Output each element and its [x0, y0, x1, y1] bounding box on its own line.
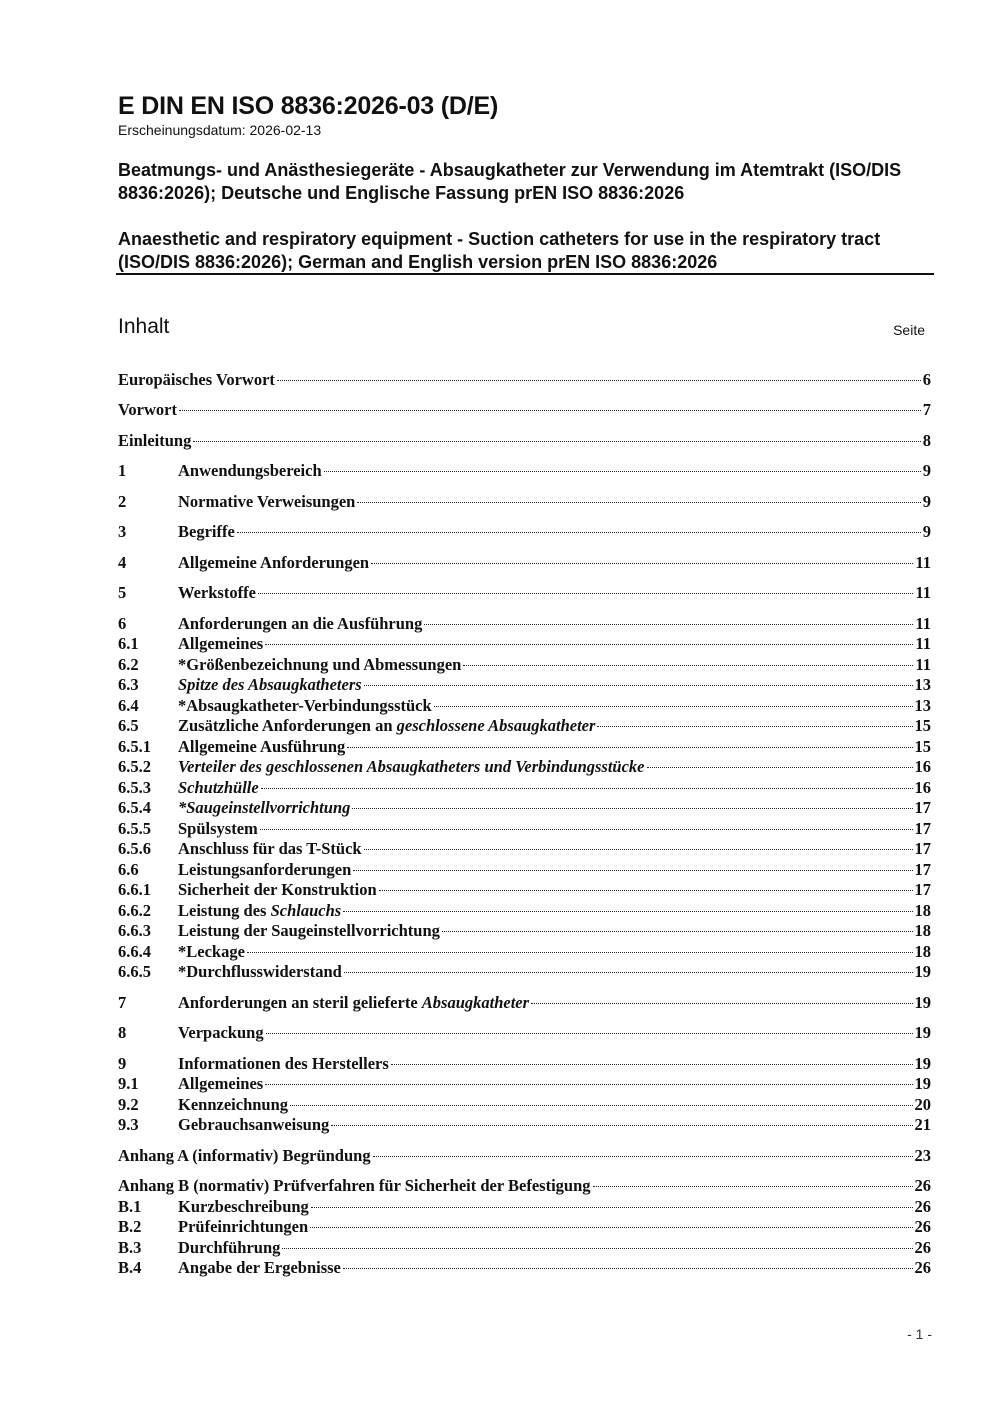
toc-entry-page: 19 [914, 1054, 931, 1073]
toc-entry-title-text: Anwendungsbereich [178, 461, 322, 480]
toc-entry-page: 15 [914, 737, 931, 756]
toc-entry-title-italic: Spitze des Absaugkatheters [178, 675, 362, 694]
toc-entry-number: 6.2 [118, 655, 139, 674]
toc-entry-number: 6.5.5 [118, 819, 151, 838]
toc-entry-page: 19 [914, 962, 931, 981]
toc-entry-page: 18 [914, 942, 931, 961]
toc-entry-number: 6.6 [118, 860, 139, 879]
toc-entry[interactable] [118, 1197, 931, 1217]
toc-entry-number: 6.5.4 [118, 798, 151, 817]
toc-entry[interactable] [118, 1115, 931, 1135]
toc-entry-page: 11 [915, 553, 931, 572]
toc-heading: Inhalt [118, 315, 170, 338]
toc-entry-title-italic: Schlauchs [270, 901, 342, 920]
toc-entry[interactable] [118, 1023, 931, 1043]
toc-dot-leader [597, 726, 912, 727]
toc-entry-title-text: Prüfeinrichtungen [178, 1217, 309, 1236]
toc-entry-title-italic: Schutzhülle [178, 778, 259, 797]
toc-entry[interactable] [118, 819, 931, 839]
toc-entry-title [178, 1115, 329, 1135]
toc-entry-title [178, 778, 259, 798]
toc-entry-page: 17 [914, 880, 931, 899]
toc-entry[interactable] [118, 1217, 931, 1237]
toc-dot-leader [391, 1064, 913, 1065]
toc-entry[interactable] [118, 716, 931, 736]
toc-entry[interactable] [118, 522, 931, 542]
toc-entry-page: 11 [915, 634, 931, 653]
toc-entry-number: 4 [118, 553, 127, 572]
toc-entry-number: 6.6.3 [118, 921, 151, 940]
toc-entry-title [178, 461, 322, 481]
toc-entry-page: 15 [914, 716, 931, 735]
toc-dot-leader [277, 380, 921, 381]
toc-dot-leader [237, 532, 921, 533]
toc-entry-title-italic: Absaugkatheter [421, 993, 530, 1012]
toc-entry-title-text: Informationen des Herstellers [178, 1054, 389, 1073]
toc-entry-title [178, 839, 362, 859]
toc-entry-title [178, 522, 235, 542]
toc-entry-title [178, 634, 263, 654]
toc-entry-title-italic: geschlossene Absaugkatheter [396, 716, 596, 735]
toc-entry-number: 9.1 [118, 1074, 139, 1093]
toc-entry-title [118, 1146, 371, 1166]
toc-entry-page: 11 [915, 655, 931, 674]
title-german: Beatmungs- und Anästhesiegeräte - Absaugkatheter zur Verwendung im Atemtrakt (ISO/DIS 8836:2026); Deutsche und Englische Fassung prEN ISO 8836:2026 [118, 160, 902, 203]
toc-dot-leader [265, 1084, 912, 1085]
toc-entry[interactable] [118, 1258, 931, 1278]
toc-entry-title-text: Allgemeine Anforderungen [178, 553, 370, 572]
toc-entry-title-text: Zusätzliche Anforderungen an [178, 716, 397, 735]
toc-entry-title [178, 819, 258, 839]
toc-entry-title [178, 675, 362, 695]
toc-dot-leader [265, 644, 913, 645]
toc-dot-leader [434, 706, 913, 707]
toc-entry-page: 18 [914, 901, 931, 920]
toc-entry-title [178, 757, 645, 777]
toc-entry-number: 6.6.5 [118, 962, 151, 981]
toc-dot-leader [331, 1125, 912, 1126]
document-id: E DIN EN ISO 8836:2026-03 (D/E) [118, 92, 499, 120]
toc-entry[interactable] [118, 675, 931, 695]
toc-entry-title-text: Anschluss für das T-Stück [178, 839, 362, 858]
toc-entry-title-text: Allgemeine Ausführung [178, 737, 346, 756]
toc-entry-number: 6.6.4 [118, 942, 151, 961]
toc-entry-page: 16 [914, 757, 931, 776]
toc-entry-title-text: Allgemeines [178, 1074, 264, 1093]
toc-dot-leader [343, 1268, 913, 1269]
toc-entry-number: B.4 [118, 1258, 142, 1277]
toc-entry-number: 2 [118, 492, 127, 511]
toc-entry-title [178, 1217, 308, 1237]
toc-entry-number: 9.2 [118, 1095, 139, 1114]
toc-entry-title [178, 655, 461, 675]
toc-entry-title [178, 901, 341, 921]
toc-entry[interactable] [118, 431, 931, 451]
toc-dot-leader [311, 1207, 913, 1208]
toc-dot-leader [593, 1186, 913, 1187]
toc-entry-title [178, 492, 355, 512]
toc-entry[interactable] [118, 553, 931, 573]
toc-entry-title-text: *Leckage [178, 942, 245, 961]
toc-dot-leader [266, 1033, 913, 1034]
toc-dot-leader [442, 931, 913, 932]
toc-entry[interactable] [118, 1095, 931, 1115]
toc-dot-leader [310, 1227, 912, 1228]
toc-dot-leader [193, 441, 920, 442]
toc-entry-page: 9 [922, 492, 931, 511]
toc-entry[interactable] [118, 696, 931, 716]
toc-entry-title-italic: *Saugeinstellvorrichtung [178, 798, 351, 817]
toc-entry[interactable] [118, 614, 931, 634]
toc-entry-title [118, 400, 177, 420]
toc-entry-page: 17 [914, 839, 931, 858]
toc-entry-page: 11 [915, 614, 931, 633]
toc-entry[interactable] [118, 880, 931, 900]
toc-entry[interactable] [118, 942, 931, 962]
toc-entry-title [118, 1176, 591, 1196]
toc-entry-page: 26 [914, 1238, 931, 1257]
toc-entry[interactable] [118, 962, 931, 982]
toc-entry-title [178, 880, 377, 900]
toc-entry[interactable] [118, 798, 931, 818]
toc-entry-number: 8 [118, 1023, 127, 1042]
toc-entry-title-text: Verpackung [178, 1023, 264, 1042]
toc-dot-leader [357, 502, 920, 503]
toc-entry-title-text: Einleitung [118, 431, 192, 450]
toc-dot-leader [463, 665, 913, 666]
toc-entry[interactable] [118, 1146, 931, 1166]
toc-entry-number: 3 [118, 522, 127, 541]
toc-entry-title [178, 942, 245, 962]
toc-dot-leader [364, 849, 913, 850]
toc-entry-title-italic: Verteiler des geschlossenen Absaugkatheters und Verbindungsstücke [178, 757, 645, 776]
toc-entry-page: 21 [914, 1115, 931, 1134]
toc-entry-number: 6.6.2 [118, 901, 151, 920]
toc-entry-title [178, 737, 345, 757]
toc-entry-title-text: Normative Verweisungen [178, 492, 356, 511]
toc-entry[interactable] [118, 737, 931, 757]
toc-entry-number: 6.6.1 [118, 880, 151, 899]
toc-entry-title-text: Kurzbeschreibung [178, 1197, 309, 1216]
toc-entry-number: 6.5 [118, 716, 139, 735]
toc-entry-title-text: Spülsystem [178, 819, 258, 838]
toc-dot-leader [647, 767, 913, 768]
toc-entry-page: 17 [914, 819, 931, 838]
toc-entry-title [178, 921, 440, 941]
toc-entry-number: B.3 [118, 1238, 142, 1257]
toc-entry-title-text: *Absaugkatheter-Verbindungsstück [178, 696, 432, 715]
toc-entry[interactable] [118, 1074, 931, 1094]
toc-entry-title [178, 716, 595, 736]
toc-entry-number: 5 [118, 583, 127, 602]
toc-entry[interactable] [118, 370, 931, 390]
toc-entry-number: 6.5.1 [118, 737, 151, 756]
toc-page-column-label: Seite [893, 322, 925, 338]
toc-entry[interactable] [118, 655, 931, 675]
toc-entry-page: 26 [914, 1176, 931, 1195]
toc-entry-title [178, 1074, 263, 1094]
toc-entry[interactable] [118, 1238, 931, 1258]
toc-entry-page: 26 [914, 1258, 931, 1277]
toc-entry-number: 6.3 [118, 675, 139, 694]
toc-entry[interactable] [118, 1176, 931, 1196]
toc-dot-leader [260, 829, 913, 830]
toc-entry[interactable] [118, 993, 931, 1013]
toc-entry[interactable] [118, 757, 931, 777]
toc-entry-number: 9 [118, 1054, 127, 1073]
toc-entry-number: 6.1 [118, 634, 139, 653]
toc-entry-page: 17 [914, 860, 931, 879]
toc-entry-title-text: Gebrauchsanweisung [178, 1115, 330, 1134]
toc-dot-leader [424, 624, 913, 625]
toc-entry[interactable] [118, 1054, 931, 1074]
toc-entry-title-text: Sicherheit der Konstruktion [178, 880, 377, 899]
toc-entry-page: 7 [922, 400, 931, 419]
toc-entry-page: 23 [914, 1146, 931, 1165]
toc-entry-number: 6.4 [118, 696, 139, 715]
toc-entry-title-text: Leistungsanforderungen [178, 860, 352, 879]
toc-entry-title-text: Anforderungen an die Ausführung [178, 614, 423, 633]
toc-dot-leader [324, 471, 921, 472]
toc-entry-page: 18 [914, 921, 931, 940]
toc-entry-title-text: *Größenbezeichnung und Abmessungen [178, 655, 462, 674]
toc-dot-leader [247, 952, 913, 953]
toc-entry-number: 9.3 [118, 1115, 139, 1134]
toc-entry-title-text: Werkstoffe [178, 583, 256, 602]
toc-entry-number: 1 [118, 461, 127, 480]
toc-entry-title-text: Begriffe [178, 522, 235, 541]
toc-entry[interactable] [118, 634, 931, 654]
toc-entry-page: 19 [914, 1074, 931, 1093]
toc-entry-number: 6.5.2 [118, 757, 151, 776]
toc-dot-leader [373, 1156, 913, 1157]
toc-entry-title-text: Anhang B (normativ) Prüfverfahren für Sicherheit der Befestigung [118, 1176, 591, 1195]
toc-entry-page: 11 [915, 583, 931, 602]
toc-entry-page: 20 [914, 1095, 931, 1114]
toc-dot-leader [343, 911, 912, 912]
toc-entry-title-text: Leistung der Saugeinstellvorrichtung [178, 921, 440, 940]
toc-entry[interactable] [118, 860, 931, 880]
toc-entry-title [178, 614, 422, 634]
toc-entry-title-text: Durchführung [178, 1238, 281, 1257]
toc-entry-number: 7 [118, 993, 127, 1012]
toc-entry-title [178, 962, 342, 982]
title-english: Anaesthetic and respiratory equipment - Suction catheters for use in the respiratory tract (ISO/DIS 8836:2026); German and English version prEN ISO 8836:2026 [118, 229, 881, 272]
toc-entry-number: B.1 [118, 1197, 142, 1216]
toc-entry-page: 26 [914, 1217, 931, 1236]
toc-entry-page: 26 [914, 1197, 931, 1216]
toc-entry-title [178, 1258, 341, 1278]
toc-dot-leader [352, 808, 912, 809]
toc-entry-title-text: Vorwort [118, 400, 177, 419]
toc-entry-page: 9 [922, 522, 931, 541]
toc-entry-title-text: *Durchflusswiderstand [178, 962, 342, 981]
toc-entry-page: 13 [914, 696, 931, 715]
toc-entry-number: 6.5.3 [118, 778, 151, 797]
toc-entry-title [178, 1023, 264, 1043]
toc-entry[interactable] [118, 839, 931, 859]
toc-entry-page: 8 [922, 431, 931, 450]
toc-entry-title-text: Allgemeines [178, 634, 264, 653]
toc-dot-leader [531, 1003, 912, 1004]
toc-entry-page: 13 [914, 675, 931, 694]
toc-dot-leader [282, 1248, 912, 1249]
toc-entry-title [178, 798, 350, 818]
toc-dot-leader [371, 563, 913, 564]
toc-entry-number: 6.5.6 [118, 839, 151, 858]
toc-dot-leader [258, 593, 914, 594]
toc-entry-title-text: Leistung des [178, 901, 271, 920]
toc-dot-leader [379, 890, 913, 891]
toc-entry-title [178, 1095, 288, 1115]
toc-entry-title-text: Anhang A (informativ) Begründung [118, 1146, 371, 1165]
toc-entry-page: 16 [914, 778, 931, 797]
toc-entry-title [178, 696, 432, 716]
toc-entry[interactable] [118, 921, 931, 941]
toc-entry[interactable] [118, 400, 931, 420]
toc-dot-leader [290, 1105, 912, 1106]
toc-entry-title [178, 583, 256, 603]
toc-entry[interactable] [118, 461, 931, 481]
toc-entry-title [118, 370, 275, 390]
toc-entry-title-text: Kennzeichnung [178, 1095, 289, 1114]
toc-entry[interactable] [118, 583, 931, 603]
toc-dot-leader [353, 870, 912, 871]
toc-entry-page: 19 [914, 1023, 931, 1042]
toc-entry[interactable] [118, 778, 931, 798]
toc-entry-title [178, 1054, 389, 1074]
toc-dot-leader [261, 788, 913, 789]
toc-entry-title-text: Europäisches Vorwort [118, 370, 275, 389]
toc-entry[interactable] [118, 492, 931, 512]
toc-dot-leader [179, 410, 921, 411]
toc-entry-page: 17 [914, 798, 931, 817]
toc-entry-page: 6 [922, 370, 931, 389]
toc-dot-leader [344, 972, 913, 973]
toc-entry-page: 9 [922, 461, 931, 480]
page-number: - 1 - [907, 1326, 932, 1342]
toc-entry-title [178, 1238, 280, 1258]
toc-entry-title [178, 860, 351, 880]
toc-entry-title-text: Anforderungen an steril gelieferte [178, 993, 422, 1012]
toc-entry-number: 6 [118, 614, 127, 633]
toc-dot-leader [364, 685, 913, 686]
toc-entry-title [178, 1197, 309, 1217]
toc-dot-leader [347, 747, 912, 748]
toc-entry-title-text: Angabe der Ergebnisse [178, 1258, 341, 1277]
toc-entry-number: B.2 [118, 1217, 142, 1236]
publication-date: Erscheinungsdatum: 2026-02-13 [118, 122, 322, 138]
toc-entry-title [178, 553, 369, 573]
toc-entry[interactable] [118, 901, 931, 921]
toc-entry-title [178, 993, 529, 1013]
toc-entry-page: 19 [914, 993, 931, 1012]
toc-entry-title [118, 431, 191, 451]
